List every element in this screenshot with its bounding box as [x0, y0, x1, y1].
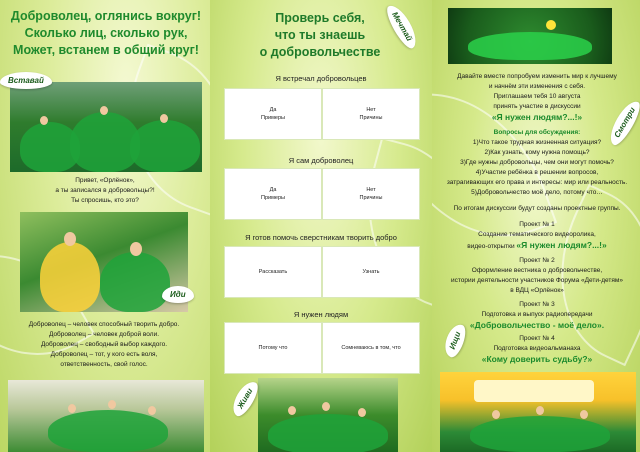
panel2-heading — [250, 10, 390, 61]
answer-box-right[interactable] — [322, 168, 420, 220]
photo-group-hands — [10, 82, 202, 172]
box-label: Рассказать — [258, 269, 288, 275]
definition-line: Доброволец – человек доброй воли. — [48, 331, 160, 338]
photo-face — [322, 402, 330, 411]
heading-line: Доброволец, оглянись вокруг! — [10, 9, 202, 23]
answer-box-right[interactable] — [322, 88, 420, 140]
box-label: Причины — [359, 195, 383, 201]
photo-group-tree — [258, 378, 398, 452]
photo-face — [108, 400, 116, 409]
answer-box-left[interactable] — [224, 246, 322, 298]
invite-line: Давайте вместе попробуем изменить мир к лучшему — [457, 73, 617, 80]
question-line: 1)Что такое трудная жизненная ситуация? — [472, 139, 602, 146]
tag-smotri: Смотри — [605, 97, 640, 148]
project-line: Подготовка и выпуск радиопередачи — [481, 311, 593, 318]
panel3-program — [442, 72, 632, 364]
photo-banner — [474, 380, 594, 402]
project-line: Создание тематического видеоролика, — [478, 231, 596, 238]
answer-row — [224, 246, 420, 298]
discussion-title: «Я нужен людям?...!» — [491, 112, 583, 122]
photo-figure — [468, 32, 592, 60]
intro-line: а ты записался в добровольцы?! — [55, 187, 155, 194]
summary-line: По итогам дискуссии будут созданы проектные группы. — [453, 205, 621, 212]
intro-line: Ты спросишь, кто это? — [71, 197, 139, 204]
photo-face — [40, 116, 48, 125]
panel-right — [432, 0, 640, 452]
photo-circle-group — [448, 8, 612, 64]
project-line — [442, 240, 632, 252]
project-line-text: видео-открытки — [467, 243, 515, 250]
answer-row — [224, 168, 420, 220]
box-label: Да — [269, 187, 277, 193]
project-line: истории деятельности участников Форума «Дети-детям» — [451, 277, 623, 284]
panel-middle — [210, 0, 432, 452]
box-label: Нет — [366, 107, 376, 113]
project-title: Проект № 1 — [519, 221, 555, 228]
photo-figure — [40, 242, 100, 312]
heading-line: о добровольчестве — [259, 45, 381, 59]
project-line: в ВДЦ «Орлёнок» — [510, 287, 564, 294]
heading-line: Может, встанем в общий круг! — [13, 43, 199, 57]
photo-face — [64, 232, 76, 246]
box-label: Узнать — [362, 269, 380, 275]
panel-left — [0, 0, 210, 452]
question-line: 4)Участие ребёнка в решении вопросов, — [475, 169, 599, 176]
photo-ball — [546, 20, 556, 30]
photo-face — [160, 114, 168, 123]
box-label: Примеры — [261, 195, 285, 201]
box-label: Да — [269, 107, 277, 113]
project-highlight: «Я нужен людям?...!» — [516, 240, 607, 250]
photo-figure — [100, 252, 170, 312]
tag-ischi: Ищи — [441, 322, 469, 360]
photo-figure — [48, 410, 168, 452]
section-title: Я встречал добровольцев — [275, 74, 367, 83]
invite-line: и начнём эти изменения с себя. — [488, 83, 586, 90]
definition-line: Доброволец – тот, у кого есть воля, — [50, 351, 158, 358]
tag-vstavay: Вставай — [0, 72, 52, 89]
project-line: Оформление вестника о добровольчестве, — [471, 267, 603, 274]
answer-box-left[interactable] — [224, 88, 322, 140]
definition-line: Доброволец – свободный выбор каждого. — [40, 341, 168, 348]
definition-line: Доброволец – человек способный творить добро. — [28, 321, 180, 328]
answer-box-right[interactable] — [322, 322, 420, 374]
project-title: Проект № 4 — [519, 335, 555, 342]
panel1-intro — [30, 176, 180, 206]
section-title: Я сам доброволец — [288, 156, 354, 165]
photo-figure — [470, 416, 610, 452]
project-title: Проект № 2 — [519, 257, 555, 264]
tag-idi: Иди — [162, 286, 194, 303]
project-highlight: «Кому доверить судьбу?» — [481, 354, 593, 364]
box-label: Нет — [366, 187, 376, 193]
answer-box-right[interactable] — [322, 246, 420, 298]
photo-face — [492, 410, 500, 419]
questions-title: Вопросы для обсуждения: — [493, 129, 581, 136]
section-title: Я готов помочь сверстникам творить добро — [245, 233, 397, 242]
answer-box-left[interactable] — [224, 322, 322, 374]
project-line: Подготовка видеоальманаха — [493, 345, 581, 352]
answer-row — [224, 322, 420, 374]
tag-mechtay: Мечтай — [383, 1, 422, 51]
heading-line: что ты знаешь — [274, 28, 366, 42]
photo-face — [100, 106, 108, 115]
photo-face — [130, 242, 142, 256]
invite-line: Приглашаем тебя 10 августа — [493, 93, 581, 100]
photo-face — [536, 406, 544, 415]
box-label: Потому что — [258, 345, 288, 351]
section-title: Я нужен людям — [293, 310, 349, 319]
question-line: 3)Где нужны добровольцы, чем они могут помочь? — [460, 159, 614, 166]
photo-figure — [130, 120, 200, 172]
project-highlight: «Добровольчество - моё дело». — [469, 320, 605, 330]
photo-face — [580, 410, 588, 419]
project-title: Проект № 3 — [519, 301, 555, 308]
photo-face — [358, 408, 366, 417]
box-label: Сомневаюсь в том, что — [341, 345, 401, 351]
invite-line: принять участие в дискуссии — [493, 103, 581, 110]
photo-banner-group — [440, 372, 636, 452]
answer-box-left[interactable] — [224, 168, 322, 220]
box-label: Примеры — [261, 115, 285, 121]
heading-line: Сколько лиц, сколько рук, — [24, 26, 188, 40]
question-line: 2)Как узнать, кому нужна помощь? — [484, 149, 590, 156]
panel1-heading — [8, 8, 204, 59]
photo-face — [68, 404, 76, 413]
panel1-definition — [14, 320, 194, 370]
intro-line: Привет, «Орлёнок», — [75, 177, 135, 184]
heading-line: Проверь себя, — [275, 11, 365, 25]
question-line: 5)Добровольчество моё дело, потому что… — [471, 189, 603, 196]
question-line: затрагивающих его права и интересы: мир или реальность. — [446, 179, 628, 186]
definition-line: ответственность, свой голос. — [60, 361, 148, 368]
photo-figure — [268, 414, 388, 452]
answer-row — [224, 88, 420, 140]
photo-face — [288, 406, 296, 415]
box-label: Причины — [359, 115, 383, 121]
tag-zhivi: Живи — [228, 378, 262, 419]
photo-face — [148, 406, 156, 415]
photo-group-outdoor — [8, 380, 204, 452]
